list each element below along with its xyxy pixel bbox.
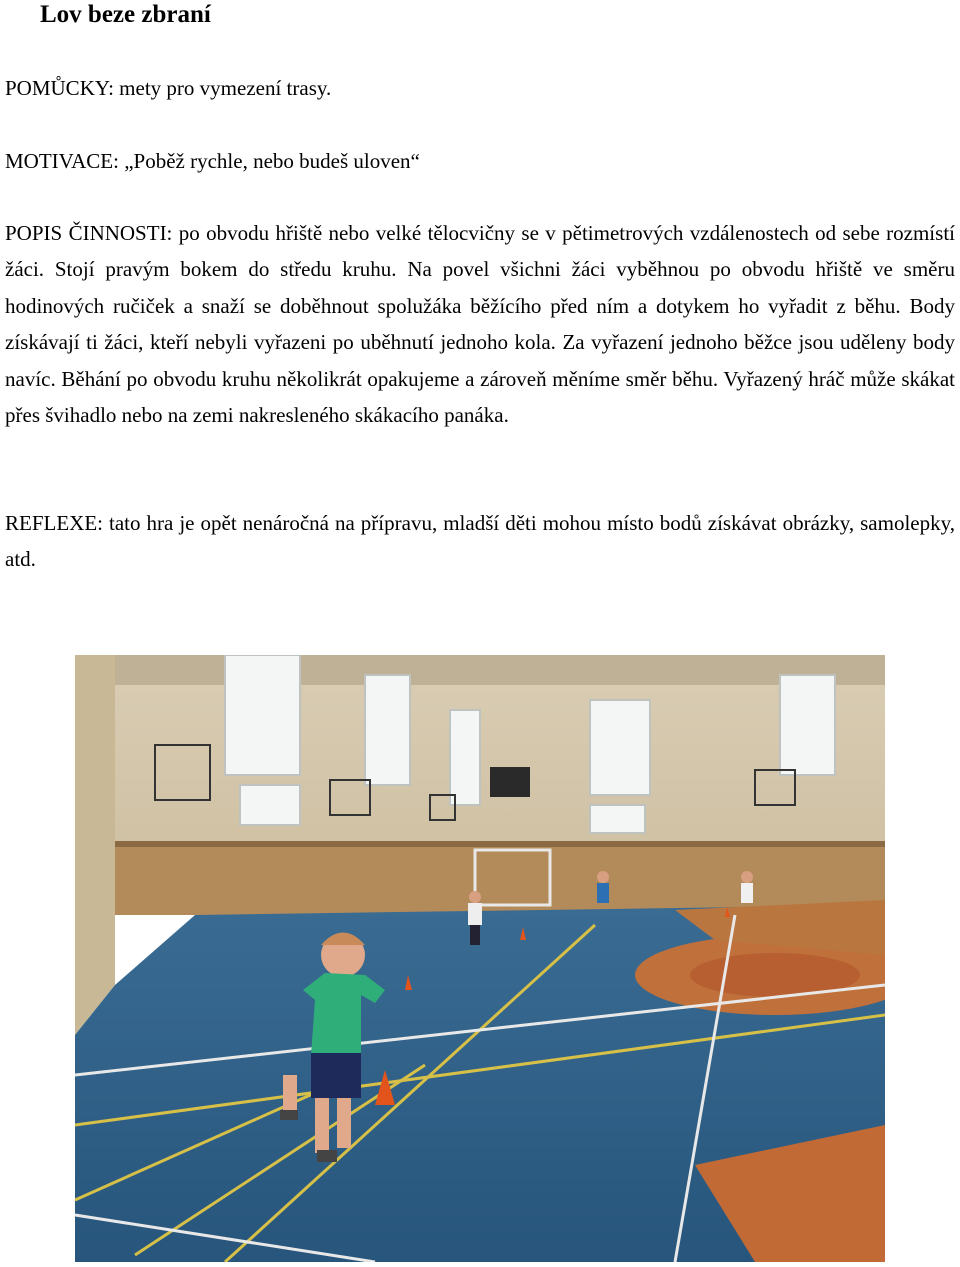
section-popis-cinnosti: POPIS ČINNOSTI: po obvodu hřiště nebo velké tělocvičny se v pětimetrových vzdálenostech od sebe rozmístí žáci. Stojí pravým bokem do středu kruhu. Na povel všichni žáci vyběhnou po obvodu hřiště ve směru hodinových ručiček a snaží se doběhnout spolužáka běžícího před ním a dotykem ho vyřadit z běhu. Body získávají ti žáci, kteří nebyli vyřazeni po uběhnutí jednoho kola. Za vyřazení jednoho běžce jsou uděleny body navíc. Běhání po obvodu kruhu několikrát opakujeme a zároveň měníme směr běhu. Vyřazený hráč může skákat přes švihadlo nebo na zemi nakresleného skákacího panáka. bbox=[5, 221, 955, 428]
gym-ceiling-shade bbox=[75, 655, 885, 685]
left-side-wall bbox=[75, 655, 115, 1035]
page-title: Lov beze zbraní bbox=[40, 1, 211, 28]
section-motivace: MOTIVACE: „Poběž rychle, nebo budeš uloven“ bbox=[5, 149, 420, 173]
gym-photo bbox=[75, 655, 885, 1262]
section-pomucky: POMŮCKY: mety pro vymezení trasy. bbox=[5, 76, 332, 100]
section-reflexe: REFLEXE: tato hra je opět nenáročná na přípravu, mladší děti mohou místo bodů získávat obrázky, samolepky, atd. bbox=[5, 511, 955, 572]
scoreboard bbox=[490, 767, 530, 797]
